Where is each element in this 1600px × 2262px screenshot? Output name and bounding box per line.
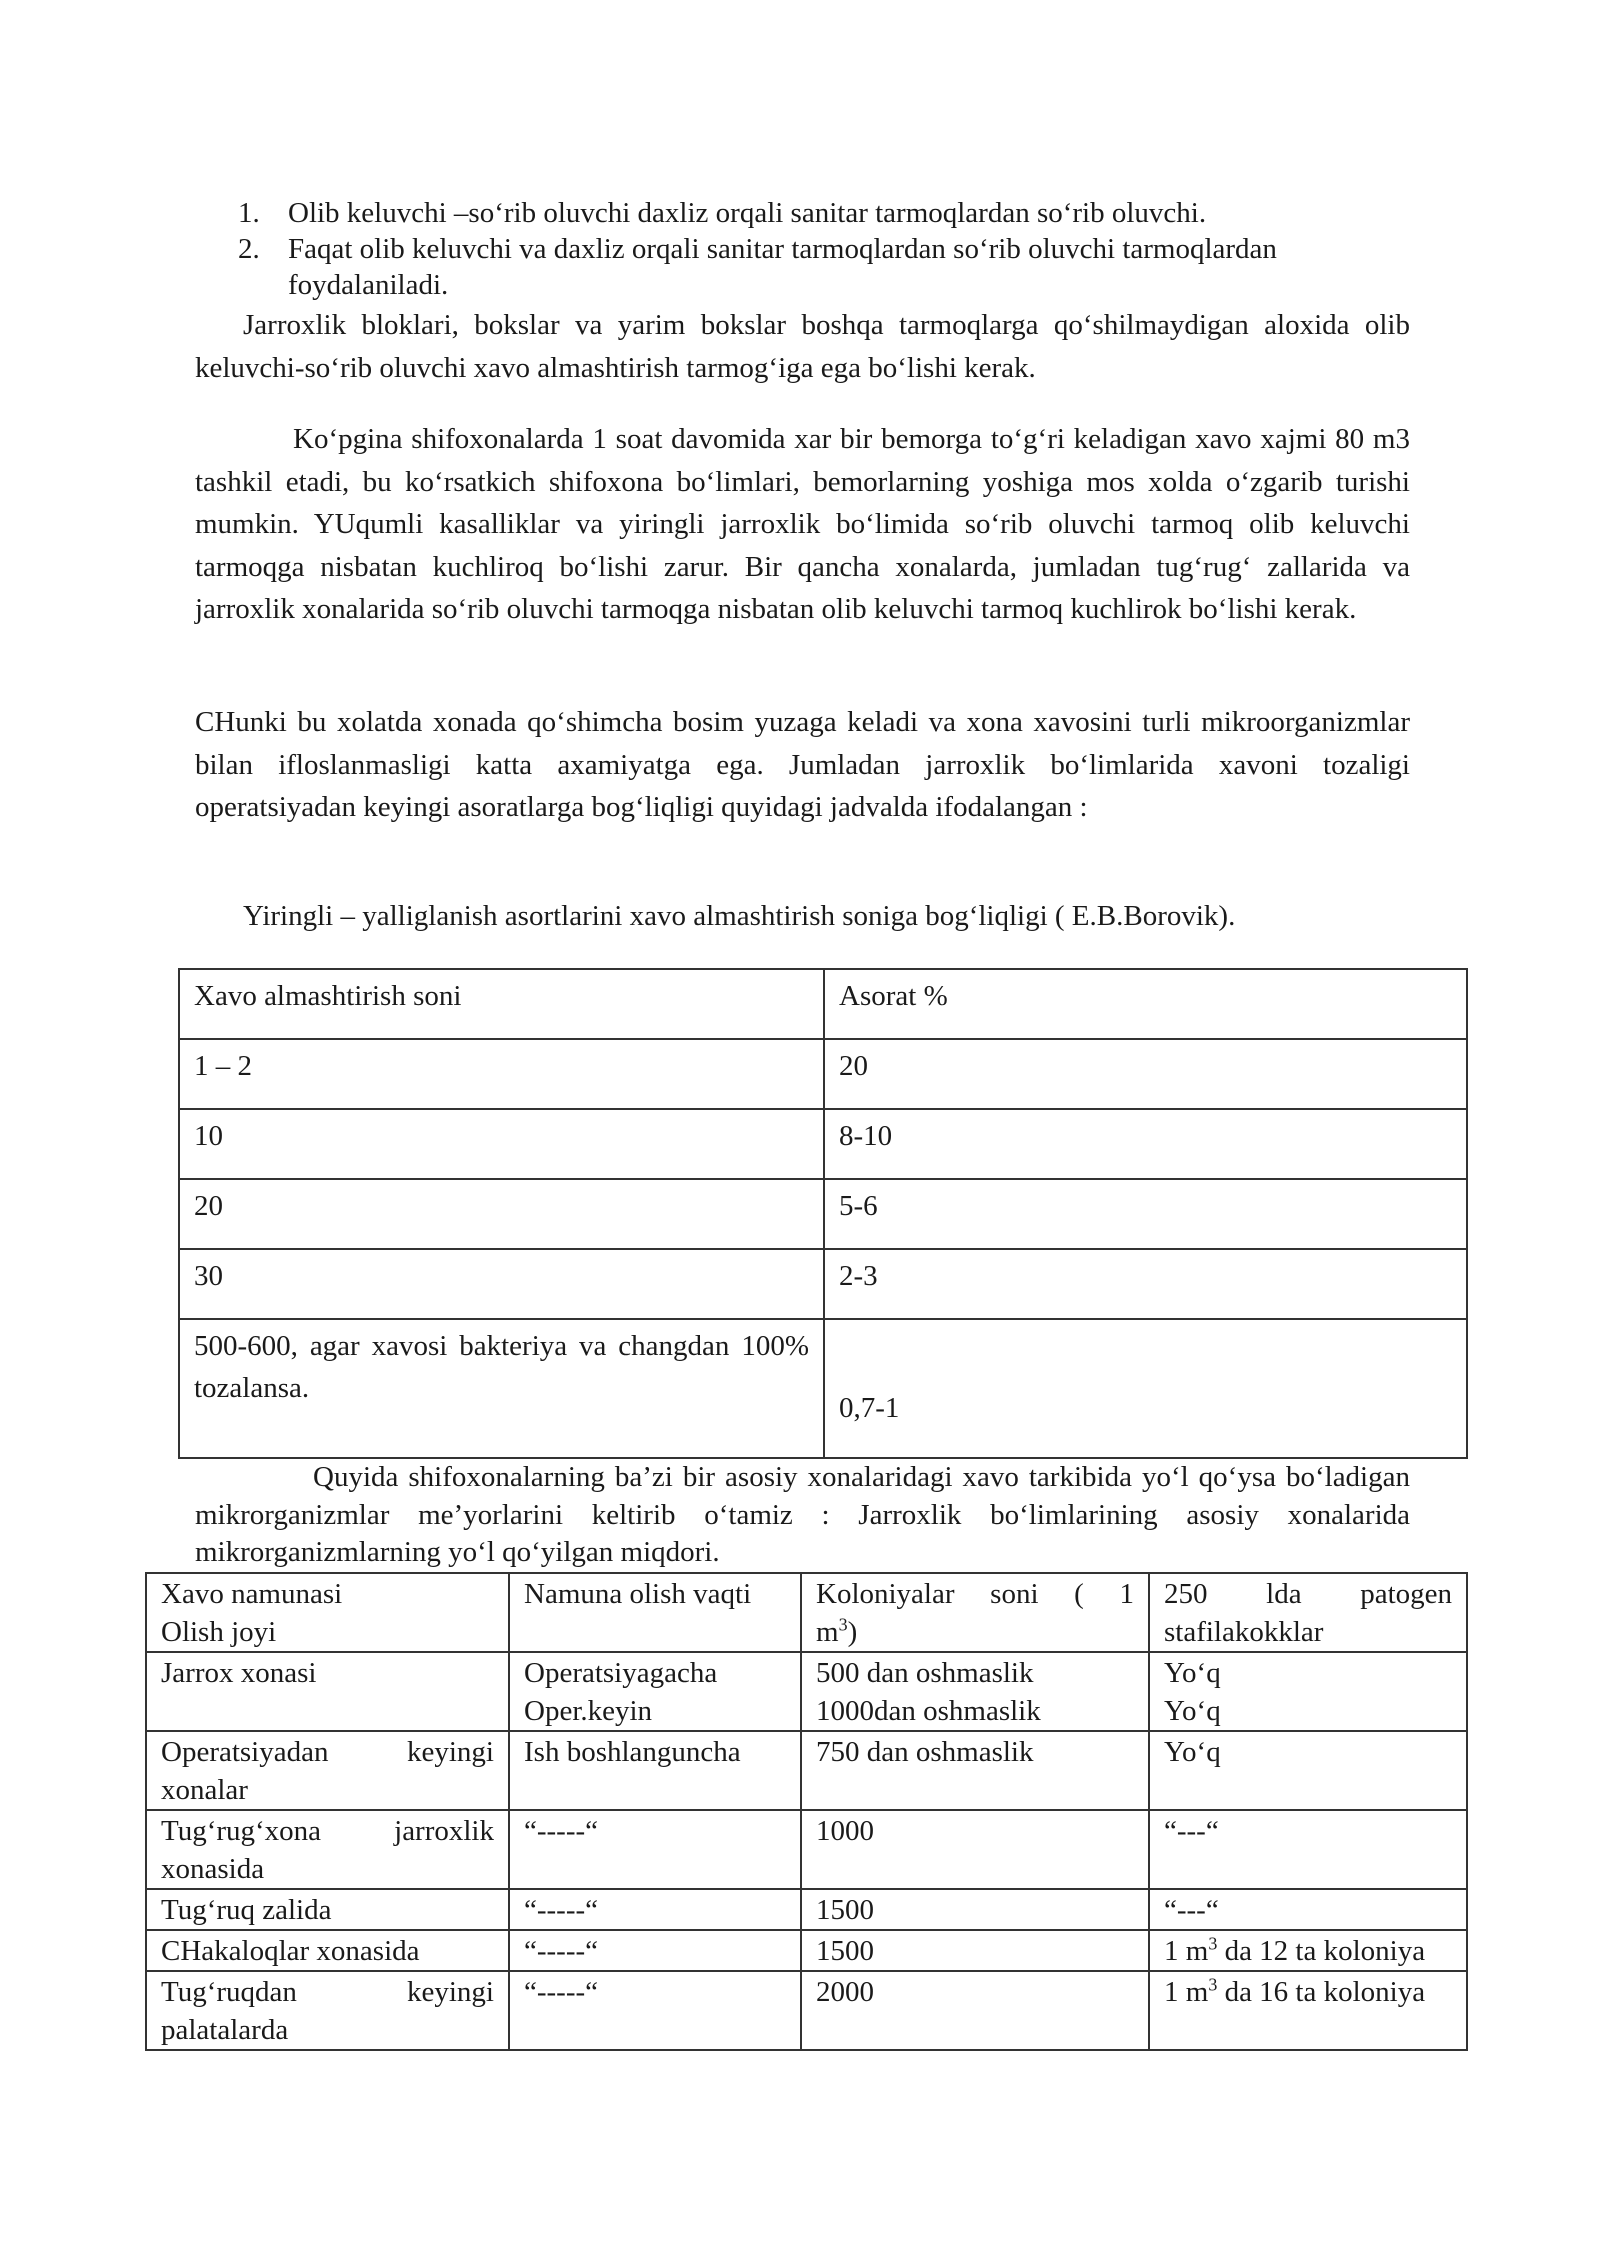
list-number: 1.	[238, 197, 260, 229]
table-cell: “---“	[1149, 1810, 1467, 1889]
table-cell: Ish boshlanguncha	[509, 1731, 801, 1810]
table-header-cell: Namuna olish vaqti	[509, 1573, 801, 1652]
table-header-cell: Xavo almashtirish soni	[179, 969, 824, 1039]
table-row	[179, 1249, 1467, 1319]
list-item-text: Faqat olib keluvchi va daxliz orqali sanitar tarmoqlardan so‘rib oluvchi tarmoqlardan	[288, 233, 1277, 265]
table-cell: 1 $m^3$ da 16 ta koloniya	[1149, 1971, 1467, 2050]
table-cell: “-----“	[509, 1971, 801, 2050]
table-row	[179, 1179, 1467, 1249]
table-cell	[824, 1319, 1467, 1458]
table-cell: 1000	[801, 1810, 1149, 1889]
table1-caption: Yiringli – yalliglanish asortlarini xavo almashtirish soniga bog‘liqligi ( E.B.Borovik).	[243, 900, 1236, 932]
table-cell: 1500	[801, 1889, 1149, 1930]
table-header-row	[146, 1573, 1467, 1652]
list-item	[238, 195, 1408, 231]
table-cell: “---“	[1149, 1889, 1467, 1930]
table-row	[146, 1971, 1467, 2050]
table-cell-value: 0,7-1	[839, 1392, 900, 1424]
table-cell: 30	[179, 1249, 824, 1319]
table-cell: 500 dan oshmaslik 1000dan oshmaslik	[801, 1652, 1149, 1731]
paragraph-microorganism-intro: Quyida shifoxonalarning ba’zi bir asosiy xonalaridagi xavo tarkibida yo‘l qo‘ysa bo‘ladigan mikrorganizmlar me’yorlarini keltirib o‘tamiz : Jarroxlik bo‘limlarining asosiy xonalarida mikrorganizmlarning yo‘l qo‘yilgan miqdori.	[195, 1461, 1410, 1568]
table-cell: 20	[824, 1039, 1467, 1109]
table-row	[179, 1109, 1467, 1179]
table-row	[146, 1889, 1467, 1930]
table-cell: “-----“	[509, 1810, 801, 1889]
table-row	[179, 1039, 1467, 1109]
table-header-cell: Koloniyalar soni ( 1 $m^3$)	[801, 1573, 1149, 1652]
table-cell: 10	[179, 1109, 824, 1179]
table-cell: CHakaloqlar xonasida	[146, 1930, 509, 1971]
table-cell: 2000	[801, 1971, 1149, 2050]
table-cell: Tug‘ruq zalida	[146, 1889, 509, 1930]
numbered-list	[238, 195, 1408, 303]
table-row	[146, 1810, 1467, 1889]
microorganism-norms-table	[145, 1572, 1468, 2051]
table-header-row	[179, 969, 1467, 1039]
table-cell: 1 – 2	[179, 1039, 824, 1109]
table-cell: Yo‘q	[1149, 1731, 1467, 1810]
table-cell: Tug‘ruqdan keyingi palatalarda	[146, 1971, 509, 2050]
table-row	[146, 1930, 1467, 1971]
table-cell: Tug‘rug‘xona jarroxlik xonasida	[146, 1810, 509, 1889]
table-header-cell: Asorat %	[824, 969, 1467, 1039]
table-cell: Operatsiyagacha Oper.keyin	[509, 1652, 801, 1731]
table-header-cell: Xavo namunasi Olish joyi	[146, 1573, 509, 1652]
table-cell: 2-3	[824, 1249, 1467, 1319]
table-row	[146, 1652, 1467, 1731]
list-item	[238, 231, 1408, 303]
table-cell: 1500	[801, 1930, 1149, 1971]
list-item-text-continued: foydalaniladi.	[288, 269, 449, 301]
table-cell: “-----“	[509, 1889, 801, 1930]
list-number: 2.	[238, 233, 260, 265]
paragraph-air-volume: Ko‘pgina shifoxonalarda 1 soat davomida xar bir bemorga to‘g‘ri keladigan xavo xajmi 80 m3 tashkil etadi, bu ko‘rsatkich shifoxona bo‘limlari, bemorlarning yoshiga mos xolda o‘zgarib turishi mumkin. YUqumli kasalliklar va yiringli jarroxlik bo‘limida so‘rib oluvchi tarmoq olib keluvchi tarmoqga nisbatan kuchliroq bo‘lishi zarur. Bir qancha xonalarda, jumladan tug‘rug‘ zallarida va jarroxlik xonalarida so‘rib oluvchi tarmoqga nisbatan olib keluvchi tarmoq kuchlirok bo‘lishi kerak.	[195, 423, 1410, 625]
table-header-cell: 250 lda patogen stafilakokklar	[1149, 1573, 1467, 1652]
table-row	[146, 1731, 1467, 1810]
table-cell: 8-10	[824, 1109, 1467, 1179]
table-row	[179, 1319, 1467, 1458]
table-cell: Jarrox xonasi	[146, 1652, 509, 1731]
list-item-text: Olib keluvchi –so‘rib oluvchi daxliz orqali sanitar tarmoqlardan so‘rib oluvchi.	[288, 197, 1207, 229]
table-cell: 5-6	[824, 1179, 1467, 1249]
table-cell: Operatsiyadan keyingi xonalar	[146, 1731, 509, 1810]
air-exchange-complications-table	[178, 968, 1468, 1459]
table-cell: 500-600, agar xavosi bakteriya va changdan 100% tozalansa.	[179, 1319, 824, 1458]
table-cell: 1 $m^3$ da 12 ta koloniya	[1149, 1930, 1467, 1971]
table-cell: 750 dan oshmaslik	[801, 1731, 1149, 1810]
table-cell: “-----“	[509, 1930, 801, 1971]
table-cell: 20	[179, 1179, 824, 1249]
paragraph-ventilation-blocks: Jarroxlik bloklari, bokslar va yarim bokslar boshqa tarmoqlarga qo‘shilmaydigan aloxida olib keluvchi-so‘rib oluvchi xavo almashtirish tarmog‘iga ega bo‘lishi kerak.	[195, 309, 1410, 384]
table-cell: Yo‘q Yo‘q	[1149, 1652, 1467, 1731]
paragraph-pressure: CHunki bu xolatda xonada qo‘shimcha bosim yuzaga keladi va xona xavosini turli mikroorganizmlar bilan ifloslanmasligi katta axamiyatga ega. Jumladan jarroxlik bo‘limlarida xavoni tozaligi operatsiyadan keyingi asoratlarga bog‘liqligi quyidagi jadvalda ifodalangan :	[195, 706, 1410, 823]
